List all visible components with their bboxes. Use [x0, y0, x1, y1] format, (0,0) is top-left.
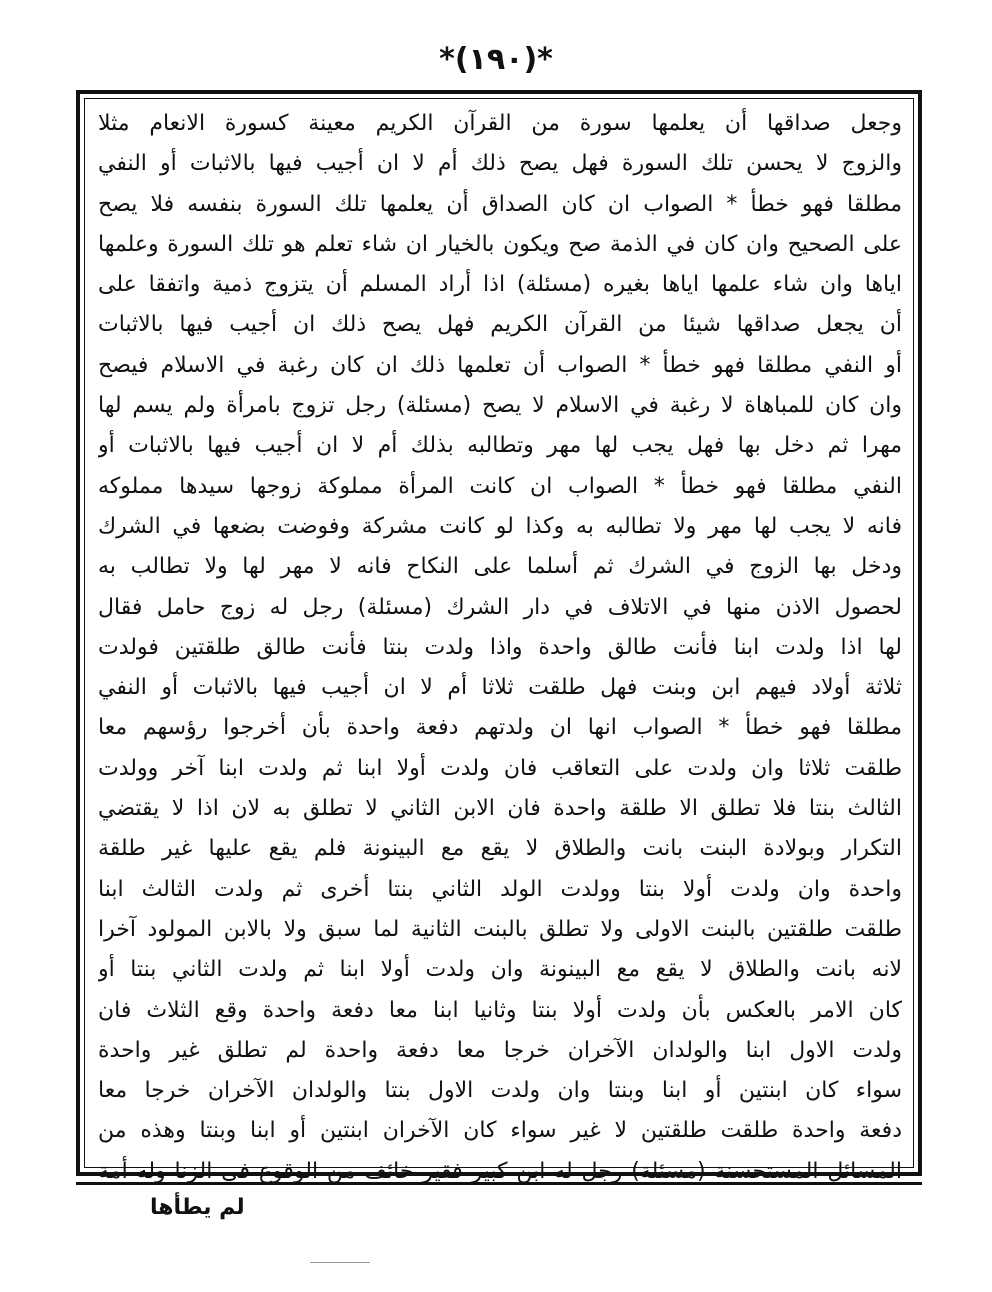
- text-line: ولدت الاول ابنا والولدان الآخران خرجا معا دفعة واحدة لم تطلق غير واحدة: [98, 1037, 902, 1063]
- text-line: مطلقا فهو خطأ * الصواب ان كان الصداق أن يعلمها تلك السورة بنفسه فلا يصح: [98, 191, 902, 217]
- text-line: واحدة وان ولدت أولا بنتا وولدت الولد الثاني بنتا أخرى ثم ولدت الثالث ابنا: [98, 876, 902, 902]
- text-line: مهرا ثم دخل بها فهل يجب لها مهر وتطالبه بذلك أم لا ان أجيب فيها بالاثبات أو: [98, 433, 902, 459]
- main-text-block: [98, 104, 902, 1192]
- text-line: وجعل صداقها أن يعلمها سورة من القرآن الكريم معينة كسورة الانعام مثلا: [98, 111, 902, 136]
- text-line: طلقت طلقتين بالبنت الاولى ولا تطلق بالبنت الثانية لما سبق ولا بالابن المولود آخرا: [98, 916, 902, 942]
- text-line: فانه لا يجب لها مهر ولا تطالبه به وكذا لو كانت مشركة وفوضت بضعها في الشرك: [98, 513, 902, 539]
- text-line: الثالث بنتا فلا تطلق الا طلقة واحدة فان الابن الثاني لا تطلق به لان اذا لا يقتضي: [98, 796, 902, 822]
- text-line: النفي مطلقا فهو خطأ * الصواب ان كانت المرأة مملوكة زوجها سيدها مملوكه: [98, 473, 902, 499]
- scan-mark: [310, 1262, 370, 1263]
- text-line: طلقت ثلاثا وان ولدت على التعاقب فان ولدت أولا ابنا ثم ولدت ابنا آخر وولدت: [98, 755, 902, 781]
- text-line: المسائل المستحسنة (مسئلة) رجل له ابن كبير فقير خائف من الوقوع في الزنا وله أمة: [98, 1158, 902, 1184]
- text-line: أن يجعل صداقها شيئا من القرآن الكريم فهل يصح ذلك ان أجيب فيها بالاثبات: [98, 312, 902, 338]
- text-line: دفعة واحدة طلقت طلقتين لا غير سواء كان الآخران ابنتين أو ابنا وبنتا وهذه من: [98, 1118, 902, 1144]
- text-line: لها اذا ولدت ابنا فأنت طالق واحدة واذا ولدت بنتا فأنت طالق طلقتين فولدت: [98, 634, 902, 660]
- text-line: والزوج لا يحسن تلك السورة فهل يصح ذلك أم لا ان أجيب فيها بالاثبات أو النفي: [98, 151, 902, 177]
- text-line: سواء كان ابنتين أو ابنا وبنتا وان ولدت الاول بنتا والولدان الآخران خرجا معا: [98, 1078, 902, 1104]
- text-line: لحصول الاذن منها في الاتلاف في دار الشرك (مسئلة) رجل له زوج حامل فقال: [98, 594, 902, 620]
- bottom-rule: [76, 1182, 922, 1185]
- text-line: وان كان للمباهاة لا رغبة في الاسلام لا يصح (مسئلة) رجل تزوج بامرأة ولم يسم لها: [98, 393, 902, 419]
- text-line: اياها وان شاء علمها اياها بغيره (مسئلة) اذا أراد المسلم أن يتزوج ذمية واتفقا على: [98, 272, 902, 298]
- page-number-header: *(۱۹۰)*: [439, 42, 553, 77]
- text-line: أو النفي مطلقا فهو خطأ * الصواب أن تعلمها ذلك ان كان رغبة في الاسلام فيصح: [98, 352, 902, 378]
- catchword: لم يطأها: [150, 1195, 245, 1220]
- text-line: كان الامر بالعكس بأن ولدت أولا بنتا وثانيا ابنا معا دفعة واحدة وقع الثلاث فان: [98, 997, 902, 1023]
- text-line: لانه بانت والطلاق لا يقع مع البينونة وان ولدت أولا ابنا ثم ولدت الثاني بنتا أو: [98, 957, 902, 983]
- text-line: ودخل بها الزوج في الشرك ثم أسلما على النكاح فانه لا مهر لها ولا تطالب به: [98, 554, 902, 580]
- text-line: ثلاثة أولاد فيهم ابن وبنت فهل طلقت ثلاثا أم لا ان أجيب فيها بالاثبات أو النفي: [98, 675, 902, 701]
- text-line: التكرار وبولادة البنت بانت والطلاق لا يقع مع البينونة فلم يقع عليها غير طلقة: [98, 836, 902, 862]
- text-line: مطلقا فهو خطأ * الصواب انها ان ولدتهم دفعة واحدة بأن أخرجوا رؤسهم معا: [98, 715, 902, 741]
- text-line: على الصحيح وان كان في الذمة صح ويكون بالخيار ان شاء تعلم هو تلك السورة وعلمها: [98, 231, 902, 257]
